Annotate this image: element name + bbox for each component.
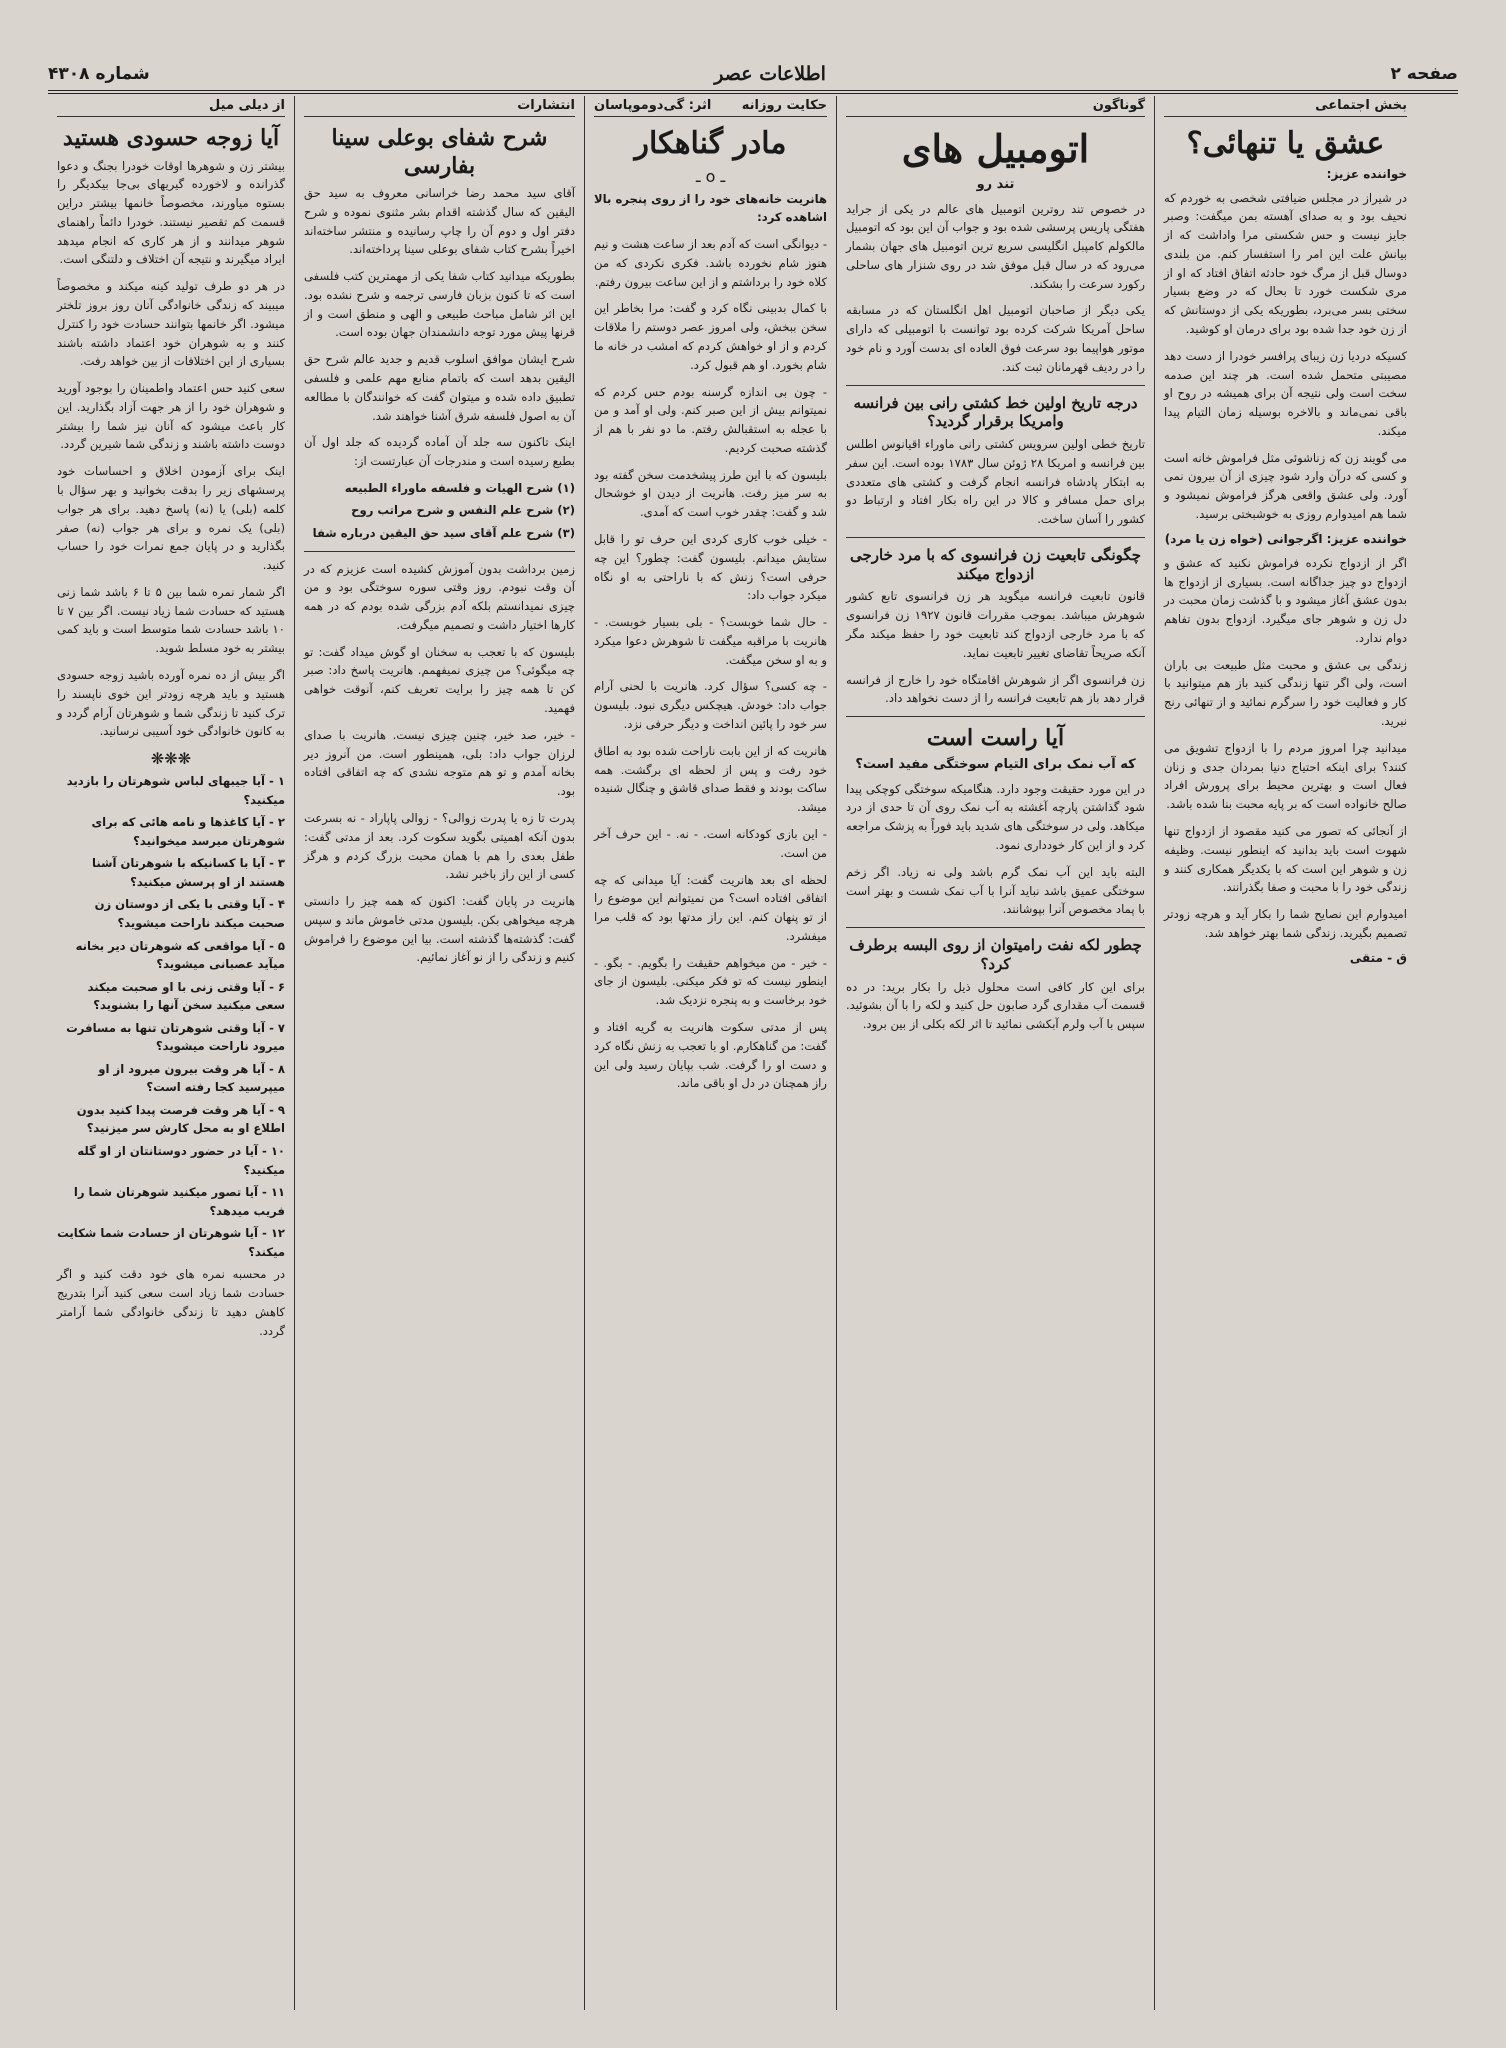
- divider: [846, 716, 1145, 717]
- headline-jealous-wife: آیا زوجه حسودی هستید: [62, 125, 280, 151]
- paragraph: اگر بیش از ده نمره آورده باشید زوجه حسودی هستید و باید هرچه زودتر این خوی ناپسند را ترک کنید تا زندگی شما و شوهرتان آرام گردد و به کانون خانوادگی خود آسیبی نرسانید.: [57, 668, 285, 739]
- column-rail: [846, 96, 1145, 117]
- paragraph: - چه کسی؟ سؤال کرد. هانریت با لحنی آرام جواب داد: خودش. هیچکس دیگری نبود. بلیسون سر خود را پائین انداخت و دیگر حرفی نزد.: [594, 679, 827, 732]
- paragraph: - چون بی اندازه گرسنه بودم حس کردم که نمیتوانم بیش از این صبر کنم. ولی او آمد و من با عجله به استقبالش رفتم. ما دو نفر با هم از گذشته صحبت کردیم.: [594, 384, 827, 455]
- headline-citizenship: چگونگی تابعیت زن فرانسوی که با مرد خارجی ازدواج میکند: [850, 545, 1141, 583]
- paragraph: از آنجائی که تصور می کنید مقصود از ازدواج تنها شهوت است باید بدانید که اینطور نیست. وظیفه زن و شوهر این است که با یکدیگر همکاری کنند و زندگی خود را با محبت و صفا بگذرانند.: [1164, 823, 1407, 895]
- divider: [846, 537, 1145, 538]
- quiz-question: ۱۲ - آیا شوهرتان از حسادت شما شکایت میکند؟: [57, 1226, 285, 1259]
- paragraph: سعی کنید حس اعتماد واطمینان را بوجود آورید و شوهران خود را از هر جهت آزاد بگذارید. این کار باعث میشود که آنان نیز شما را بیشتر دوست داشته باشند و زندگی شما شیرین گردد.: [57, 381, 285, 452]
- headline-cars: اتومبیل های: [901, 126, 1090, 171]
- paragraph: زن فرانسوی اگر از شوهرش اقامتگاه خود را خارج از فرانسه قرار دهد باز هم تابعیت فرانسه را از دست نخواهد داد.: [846, 672, 1145, 706]
- rail-source: از دیلی میل: [209, 98, 285, 113]
- paragraph: تاریخ خطی اولین سرویس کشتی رانی ماوراء اقیانوس اطلس بین فرانسه و امریکا ۲۸ ژوئن سال ۱۷۸۳ بوده است. این سفر به ابتکار پادشاه فرانسه انجام گرفت و کشتی های متعددی برای حمل مسافر و کالا در این راه بکار افتاد و ارتباط دو کشور را آسان ساخت.: [846, 437, 1146, 527]
- paragraph: زمین برداشت بدون آموزش کشیده است عزیزم که در آن وقت نبودم. روز وقتی سوره سوختگی بود و من چیزی نمیدانستم بلکه آدم بزرگی شده بودم که در همه کارها اختیار داشت و تصمیم میگرفت.: [304, 561, 575, 632]
- quiz-question: ۱۱ - آیا تصور میکنید شوهرتان شما را فریب میدهد؟: [73, 1185, 285, 1218]
- quiz-question: ۳ - آیا با کسانیکه با شوهرتان آشنا هستند از او پرسش میکنید؟: [92, 856, 285, 889]
- paragraph: آقای سید محمد رضا خراسانی معروف به سید حق الیقین که سال گذشته اقدام بشر مثنوی نموده و شرح دفتر اول و دوم آن را چاپ رسانیده و منتشر ساخته‌اند اخیراً بشرح کتاب شفای بوعلی سینا پرداخته‌اند.: [304, 186, 575, 257]
- headline-avicenna: شرح شفای بوعلی سینا بفارسی: [331, 125, 548, 179]
- paragraph: بیشتر زن و شوهرها اوقات خودرا بجنگ و دعوا گذرانده و لاخورده گیریهای بی‌جا بیکدیگر را بستوه میاورند، مخصوصاً خانمها بیشتر دراین قسمت کم تقصیر نیستند. خودرا دائماً راهنمای شوهر میدانند و از هر کاری که انجام میدهد ایراد میگیرند و نتیجه آن اختلاف و دلتنگی است.: [57, 158, 285, 267]
- paragraph: - دیوانگی است که آدم بعد از ساعت هشت و نیم هنوز شام نخورده باشد. فکری نکردی که من کلاه خود را برداشتم و از این ساعت بیرون رفتم.: [594, 237, 827, 289]
- column-avicenna: [294, 96, 584, 2010]
- paragraph: - خیلی خوب کاری کردی این حرف تو را قابل ستایش میدانم. بلیسون گفت: چطور؟ این چه حرفی است؟ زنش که با ناراحتی به او نگاه میکرد جواب داد:: [594, 532, 827, 603]
- column-rail: [594, 96, 827, 117]
- rail-author: اثر: گی‌دوموپاسان: [594, 98, 712, 113]
- paragraph: بلیسون که با این طرز پیشخدمت سخن گفته بود به سر میز رفت. هانریت از دیدن او خوشحال شد و گفت: چقدر خوب است که آمدی.: [594, 467, 827, 520]
- column-social: [1154, 96, 1416, 2010]
- reader-salutation: خواننده عزیز:: [1326, 166, 1407, 181]
- contents-item: (۱) شرح الهیات و فلسفه ماوراء الطبیعه: [344, 480, 575, 495]
- paragraph: - این بازی کودکانه است. - نه. - این حرف آخر من است.: [594, 826, 827, 860]
- issue-number: شماره ۴۳۰۸: [48, 64, 150, 84]
- divider: [304, 551, 575, 552]
- contents-item: (۲) شرح علم النفس و شرح مراتب روح: [351, 503, 575, 518]
- column-rail: [1164, 96, 1407, 117]
- column-miscellany: [836, 96, 1154, 2010]
- paragraph: اگر شمار نمره شما بین ۵ تا ۶ باشد شما زنی هستید که حسادت شما زیاد نیست. اگر بین ۷ تا ۱۰ باشد حسادت شما متوسط است و باید کمی بیشتر به خود مسلط شوید.: [57, 584, 285, 656]
- quiz-question: ۲ - آیا کاغذها و نامه هائی که برای شوهرتان میرسد میخوانید؟: [91, 815, 285, 848]
- column-rail: [57, 96, 285, 117]
- ornament-divider: ❋❋❋: [150, 749, 192, 769]
- paragraph: بطوریکه میدانید کتاب شفا یکی از مهمترین کتب فلسفی است که تا کنون بزبان فارسی ترجمه و شرح نشده بود. این اثر شامل مباحث طبیعی و الهی و منطق است و از قرنها پیش مورد توجه دانشمندان جهان بوده است.: [304, 269, 575, 340]
- rail-section: انتشارات: [517, 98, 575, 113]
- paragraph: - حال شما خوبست؟ - بلی بسیار خوبست. - هانریت با مراقبه میگفت تا شوهرش دعوا میکرد و به او سخن میگفت.: [594, 615, 827, 667]
- rail-section: گوناگون: [1092, 98, 1145, 113]
- quiz-question: ۹ - آیا هر وقت فرصت پیدا کنید بدون اطلاع او به محل کارش سر میزنید؟: [76, 1102, 285, 1136]
- divider: [846, 927, 1145, 928]
- headline-shipping-line: درجه تاریخ اولین خط کشتی رانی بین فرانسه وامریکا برقرار گردید؟: [853, 393, 1138, 431]
- paragraph: پس از مدتی سکوت هانریت به گریه افتاد و گفت: من گناهکارم. او با تعجب به زنش نگاه کرد و دست او را گرفت. شب بپایان رسید ولی این راز همچنان در دل او باقی ماند.: [594, 1019, 827, 1091]
- story-lead: هانریت خانه‌های خود را از روی پنجره بالا اشاهده کرد:: [594, 191, 827, 225]
- paragraph: پدرت تا زه یا پدرت زوالی؟ - زوالی پاپاراد - نه بسرعت بدون آنکه اهمیتی بگوید سکوت کرد. بعد از مدتی گفت: طفل بعدی را هم با همان محبت بزرگ کردم و هرگز کسی از این راز باخبر نشد.: [304, 810, 575, 882]
- contents-item: (۳) شرح علم آقای سید حق الیقین درباره شفا: [312, 526, 575, 541]
- quiz-question: ۱۰ - آیا در حضور دوستانتان از او گله میکنید؟: [77, 1144, 285, 1177]
- paragraph: اینک تاکنون سه جلد آن آماده گردیده که جلد اول آن بطبع رسیده است و مندرجات آن عبارتست از:: [304, 435, 575, 469]
- reader-salutation: خواننده عزیز: اگرجوانی (خواه زن یا مرد): [1164, 531, 1407, 546]
- paragraph: قانون تابعیت فرانسه میگوید هر زن فرانسوی تابع کشور شوهرش میباشد. بموجب مقررات قانون ۱۹۲۷ زن فرانسوی که با مرد خارجی ازدواج کند تابعیت خود را حفظ میکند مگر آنکه صریحاً تقاضای تغییر تابعیت نماید.: [846, 589, 1146, 660]
- headline-oil-stain: چطور لکه نفت رامیتوان از روی البسه برطرف کرد؟: [849, 936, 1142, 973]
- paragraph: در این مورد حقیقت وجود دارد. هنگامیکه سوختگی کوچکی پیدا شود گذاشتن پارچه آغشته به آب نمک روی آن تا حدی از درد میکاهد. ولی در سوختگی های شدید باید فوراً به پزشک مراجعه کرد و از این کار خودداری نمود.: [846, 781, 1145, 852]
- paragraph: برای این کار کافی است محلول ذیل را بکار برید: در ده قسمت آب مقداری گرد صابون حل کنید و لکه را با آن بشوئید. سپس با آب ولرم آبکشی نمائید تا اثر لکه بکلی از بین برود.: [846, 979, 1145, 1032]
- paragraph: یکی دیگر از صاحبان اتومبیل اهل انگلستان که در مسابقه ساحل آمریکا شرکت کرده بود توانست با اتومبیلی که دارای موتور هواپیما بود سرعت فوق العاده ای بدست آورد و نام خود را در ردیف قهرمانان ثبت کند.: [846, 303, 1145, 374]
- page-number: صفحه ۲: [1390, 64, 1458, 84]
- newspaper-title: اطلاعات عصر: [714, 63, 826, 85]
- rail-section: حکایت روزانه: [741, 98, 827, 113]
- paragraph: در شیراز در مجلس ضیافتی شخصی به خوردم که نحیف بود و به صدای آهسته بمن میگفت: وصبر جایز نیست و حس شکستی مرا واداشت که از بیانش علت این امر را استفسار کنم. من بلندی دوسال قبل از مرگ خود حادثه اتفاق افتاد که او از مری شکست خورد تا بحال که در وضع بسیار سختی بسر می‌برد، بطوریکه یکی از دوستانش که از زن خود جدا شده بود برای درمان او کوشید.: [1164, 190, 1407, 336]
- quiz-question: ۴ - آیا وقتی با یکی از دوستان زن صحبت میکند ناراحت میشوید؟: [94, 897, 285, 930]
- paragraph: در محسبه نمره های خود دقت کنید و اگر حسادت شما زیاد است سعی کنید آنرا بتدریج کاهش دهید تا زندگی خانوادگی شما آرامتر گردد.: [57, 1267, 285, 1338]
- paragraph: بلیسون که با تعجب به سخنان او گوش میداد گفت: تو چه میگوئی؟ من چیزی نمیفهمم. هانریت پاسخ داد: صبر کن تا همه چیز را برایت تعریف کنم، آنوقت خواهی فهمید.: [304, 644, 575, 716]
- paragraph: در خصوص تند روترین اتومبیل های عالم در یکی از جراید هفتگی پاریس پرسشی شده بود و جواب آن این بود که اتومبیل مالکولم کامپبل انگلیسی سریع ترین اتومبیل های جهان بشمار می‌رود که در سال قبل موفق شد در روی شنزار های ساحلی رکورد سرعت را بشکند.: [846, 201, 1145, 291]
- quiz-question: ۷ - آیا وقتی شوهرتان تنها به مسافرت میرود ناراحت میشوید؟: [66, 1020, 285, 1054]
- signature: ق - متقی: [1349, 950, 1407, 965]
- quiz-question: ۱ - آیا جیبهای لباس شوهرتان را بازدید میکنید؟: [66, 774, 285, 807]
- paragraph: امیدوارم این نصایح شما را بکار آید و هرچه زودتر تصمیم بگیرید. زندگی شما بهتر خواهد شد.: [1164, 907, 1407, 940]
- paragraph: زندگی بی عشق و محبت مثل طبیعت بی باران است، ولی اگر تنها زندگی کنید باز هم میتوانید با کار و فعالیت خود را سرگرم نمائید و از تنهائی رنج نبرید.: [1164, 657, 1407, 729]
- divider-mark: ـ o ـ: [695, 166, 726, 186]
- paragraph: هانریت در پایان گفت: اکنون که همه چیز را دانستی هرچه میخواهی بکن. بلیسون مدتی خاموش ماند و سپس گفت: گذشته‌ها گذشته است. بیا این موضوع را فراموش کنیم و زندگی را از نو آغاز نمائیم.: [304, 894, 575, 965]
- quiz-question: ۵ - آیا مواقعی که شوهرتان دیر بخانه میآید عصبانی میشوید؟: [75, 938, 285, 972]
- subheadline-cars: تند رو: [976, 176, 1015, 192]
- headline-guilty-mother: مادر گناهکار: [634, 126, 787, 161]
- divider: [846, 385, 1145, 386]
- paragraph: اینک برای آزمودن اخلاق و احساسات خود پرسشهای زیر را بدقت بخوانید و بهر سؤال با کلمه (بلی) یا (نه) پاسخ دهید. برای هر جواب (بلی) یک نمره و برای هر جواب (نه) صفر بگذارید و در پایان جمع نمرات خود را حساب کنید.: [57, 464, 285, 573]
- quiz-question: ۸ - آیا هر وقت بیرون میرود از او میپرسید کجا رفته است؟: [98, 1061, 285, 1095]
- paragraph: لحظه ای بعد هانریت گفت: آیا میدانی که چه اتفاقی افتاده است؟ من نمیتوانم این موضوع را از تو پنهان کنم. این راز مدتها بود که قلب مرا میفشرد.: [594, 872, 827, 943]
- paragraph: می گویند زن که زناشوئی مثل فراموش خانه است و کسی که درآن وارد شود چیزی از آن بیرون نمی آورد. ولی عشق واقعی هرگز فراموش نمیشود و شما هم امیدوارم روزی به خوشبختی برسید.: [1164, 450, 1407, 521]
- paragraph: در هر دو طرف تولید کینه میکند و مخصوصاً میبیند که زندگی خانوادگی آنان روز بروز تلختر میشود. اگر خانمها بتوانند حسادت خود را کنترل کنند و به شوهران خود اعتماد داشته باشند بسیاری از این اختلافات از بین خواهد رفت.: [57, 279, 285, 369]
- paragraph: البته باید این آب نمک گرم باشد ولی نه زیاد. اگر زخم سوختگی عمیق باشد نباید آنرا با آب نمک شست و بهتر است با پماد مخصوص آنرا بپوشانند.: [846, 864, 1145, 917]
- paragraph: - خیر، صد خیر، چنین چیزی نیست. هانریت با صدای لرزان جواب داد: بلی، همینطور است. من آنروز دیر بخانه آمدم و تو هم متوجه نشدی که چه اتفاقی افتاده بود.: [304, 727, 575, 799]
- quiz-question: ۶ - آیا وقتی زنی با او صحبت میکند سعی میکنید سخن آنها را بشنوید؟: [87, 979, 285, 1013]
- paragraph: میدانید چرا امروز مردم را با ازدواج تشویق می کنند؟ برای اینکه احتیاج دنیا بمردان جدی و زنان فعال است و بهترین محیط برای پرورش افراد صالح خانواده است که بر پایه محبت بنا شده باشد.: [1164, 740, 1407, 812]
- column-rail: [304, 96, 575, 117]
- subheadline-salt-water: که آب نمک برای التیام سوختگی مفید است؟: [855, 756, 1136, 772]
- paragraph: شرح ایشان موافق اسلوب قدیم و جدید عالم شرح حق الیقین بدهد است که باتمام منابع مهم علمی و فلسفی تطبیق داده شده و میتوان گفت که خوانندگان با مطالعه آن به اصول فلسفه شرق آشنا خواهند شد.: [304, 352, 575, 423]
- paragraph: کسیکه دردیا زن زیبای پرافسر خودرا از دست دهد مصیبتی متحمل شده است. هر چند این صدمه سخت است ولی نتیجه آن برای همیشه در روح او باقی نمی‌ماند و بالاخره بوسیله زمان التیام پیدا میکند.: [1164, 348, 1407, 438]
- headline-love-or-loneliness: عشق یا تنهائی؟: [1186, 126, 1385, 161]
- paragraph: با کمال بدبینی نگاه کرد و گفت: مرا بخاطر این سخن ببخش، ولی امروز عصر دوستم را ملاقات کردم و از او خواهش کردم که امشب در خانه ما شام بخورد. او هم قبول کرد.: [594, 301, 827, 372]
- masthead: [48, 58, 1458, 94]
- columns: [48, 96, 1458, 2010]
- paragraph: هانریت که از این بابت ناراحت شده بود به اطاق خود رفت و پس از لحظه ای برگشت. همه ساکت بودند و فقط صدای قاشق و چنگال شنیده میشد.: [594, 743, 827, 815]
- paragraph: اگر از ازدواج نکرده فراموش نکنید که عشق و ازدواج دو چیز جداگانه است. بسیاری از ازدواج ها بدون عشق آغاز میشود و با گذشت زمان محبت در دل زن و شوهر جای میگیرد. ازدواج بدون تفاهم دوام ندارد.: [1164, 555, 1407, 645]
- column-daily-story: [584, 96, 836, 2010]
- rail-section: بخش اجتماعی: [1315, 98, 1407, 113]
- paragraph: - خیر - من میخواهم حقیقت را بگویم. - بگو. - اینطور نیست که تو فکر میکنی. بلیسون از جای خود برخاست و به پنجره نزدیک شد.: [594, 955, 827, 1008]
- headline-is-it-true: آیا راست است: [926, 725, 1065, 752]
- column-jealous-wife: [48, 96, 294, 2010]
